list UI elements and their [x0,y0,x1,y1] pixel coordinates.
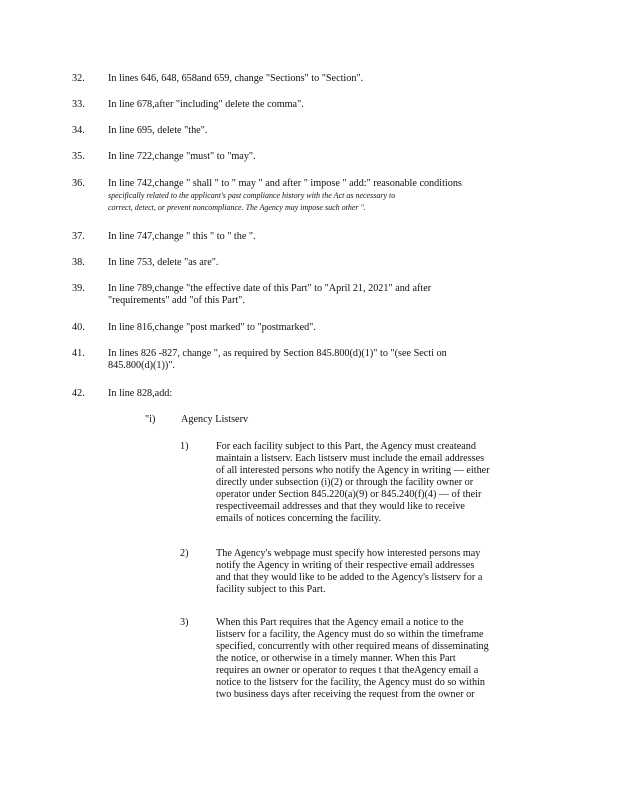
item-number: 32. [72,73,85,84]
item-text: In line 747,change " this " to " the ". [108,231,256,242]
item-text: In line 828,add: [108,388,173,399]
item-number: 40. [72,322,85,333]
subitem-text: notify the Agency in writing of their respective email addresses [216,560,475,571]
subitem-text: For each facility subject to this Part, the Agency must createand [216,441,476,452]
item-number: 34. [72,125,85,136]
item-text: specifically related to the applicant's past compliance history with the Act as necessary to [108,191,396,200]
subitem-text: The Agency's webpage must specify how interested persons may [216,548,481,559]
subitem-number: 1) [180,441,189,452]
subitem-number: 3) [180,617,189,628]
subitem-text: the notice, or otherwise in a timely manner. When this Part [216,653,456,664]
item-number: 37. [72,231,85,242]
item-number: 41. [72,348,85,359]
item-number: 33. [72,99,85,110]
item-text: In line 753, delete "as are". [108,257,219,268]
subitem-text: two business days after receiving the request from the owner or [216,689,475,700]
subitem-number: 2) [180,548,189,559]
subitem-text: of all interested persons who notify the Agency in writing — either [216,465,490,476]
subitem-text: emails of notices concerning the facility. [216,513,382,524]
item-text: 845.800(d)(1))". [108,360,175,371]
subitem-text: respectiveemail addresses and that they would like to receive [216,501,465,512]
item-text: In lines 826 -827, change ", as required by Section 845.800(d)(1)" to "(see Secti on [108,348,447,359]
subitem-text: directly under subsection (i)(2) or through the facility owner or [216,477,474,488]
item-text: In lines 646, 648, 658and 659, change "Sections" to "Section". [108,73,364,84]
item-text: "requirements" add "of this Part". [108,295,245,306]
item-number: 38. [72,257,85,268]
item-text: In line 789,change "the effective date of this Part" to "April 21, 2021" and after [108,283,432,294]
subitem-text: When this Part requires that the Agency email a notice to the [216,617,464,628]
subsection-title: Agency Listserv [181,414,249,425]
item-text: In line 678,after "including" delete the comma". [108,99,304,110]
item-text: In line 695, delete "the". [108,125,208,136]
subitem-text: and that they would like to be added to the Agency's listserv for a [216,572,483,583]
subitem-text: maintain a listserv. Each listserv must include the email addresses [216,453,485,464]
item-text: In line 722,change "must" to "may". [108,151,256,162]
item-number: 36. [72,178,85,189]
item-number: 42. [72,388,85,399]
item-text: In line 816,change "post marked" to "postmarked". [108,322,316,333]
subitem-text: operator under Section 845.220(a)(9) or 845.240(f)(4) — of their [216,489,482,500]
item-text: In line 742,change " shall " to " may " and after " impose " add:" reasonable conditions [108,178,462,189]
subitem-text: facility subject to this Part. [216,584,326,595]
subsection-label: "i) [145,414,156,425]
item-number: 39. [72,283,85,294]
item-text: correct, detect, or prevent noncompliance. The Agency may impose such other ". [108,203,366,212]
subitem-text: specified, concurrently with other required means of disseminating [216,641,489,652]
subitem-text: requires an owner or operator to reques t that theAgency email a [216,665,479,676]
subitem-text: listserv for a facility, the Agency must do so within the timeframe [216,629,484,640]
subitem-text: notice to the listserv for the facility, the Agency must do so within [216,677,485,688]
item-number: 35. [72,151,85,162]
